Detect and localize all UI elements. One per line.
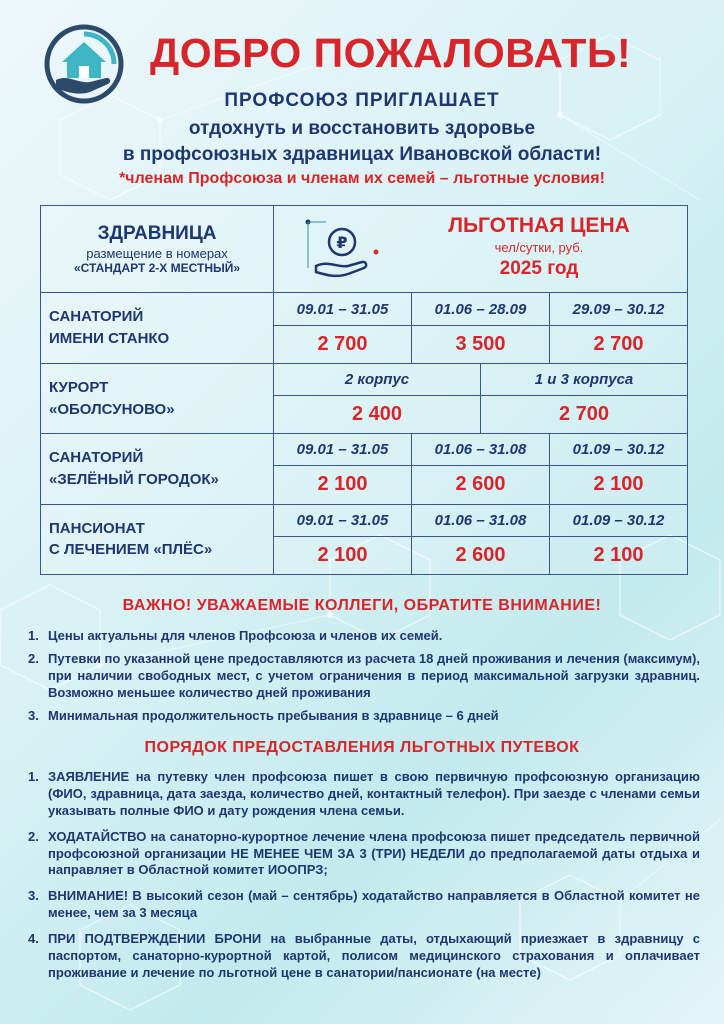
price-cell: 2 700 — [550, 325, 688, 363]
list-item-text: ВНИМАНИЕ! В высокий сезон (май – сентябрь) ходатайство направляется в Областной комитет не менее, чем за 3 месяца — [48, 888, 700, 921]
sanatorium-name-cell — [41, 434, 274, 504]
list-item — [28, 628, 700, 645]
important-heading: ВАЖНО! УВАЖАЕМЫЕ КОЛЛЕГИ, ОБРАТИТЕ ВНИМАНИЕ! — [122, 597, 602, 614]
sanatorium-name-cell — [41, 504, 274, 574]
header-room-type-value: «СТАНДАРТ 2-Х МЕСТНЫЙ» — [73, 261, 241, 276]
list-item — [28, 829, 700, 880]
price-header-title: ЛЬГОТНАЯ ЦЕНА — [448, 214, 630, 237]
period-cell: 09.01 – 31.05 — [274, 504, 412, 536]
sanatorium-name-line: ПАНСИОНАТ — [49, 519, 145, 537]
sanatorium-name-line: «ЗЕЛЁНЫЙ ГОРОДОК» — [49, 470, 219, 488]
svg-text:₽: ₽ — [336, 233, 348, 252]
table-row — [41, 434, 688, 466]
table-row — [41, 363, 688, 395]
price-cell: 2 100 — [274, 466, 412, 504]
price-cell: 2 100 — [550, 466, 688, 504]
price-cell: 2 700 — [274, 325, 412, 363]
price-cell: 2 400 — [274, 396, 481, 434]
price-cell: 2 100 — [274, 536, 412, 574]
period-cell: 1 и 3 корпуса — [481, 363, 688, 395]
sanatorium-name-line: САНАТОРИЙ — [49, 449, 144, 467]
subtitle-benefit-note: *членам Профсоюза и членам их семей – льготные условия! — [119, 170, 605, 187]
price-cell: 2 600 — [412, 536, 550, 574]
header-cell-price — [274, 206, 688, 293]
order-list — [28, 769, 700, 991]
list-item-number: 3. — [28, 707, 39, 723]
header-room-type-label: размещение в номерах — [86, 246, 228, 262]
subtitle-rest: отдохнуть и восстановить здоровье — [188, 118, 536, 139]
list-item — [28, 769, 700, 820]
price-header-text — [394, 214, 684, 280]
list-item — [28, 888, 700, 922]
price-cell: 2 100 — [550, 536, 688, 574]
list-item-number: 2. — [28, 828, 39, 844]
period-cell: 01.06 – 31.08 — [412, 434, 550, 466]
sanatorium-name-line: КУРОРТ — [49, 378, 109, 396]
price-cell: 2 700 — [481, 396, 688, 434]
subtitle-invite: ПРОФСОЮЗ ПРИГЛАШАЕТ — [224, 90, 500, 111]
list-item-text: ЗАЯВЛЕНИЕ на путевку член профсоюза пишет в свою первичную профсоюзную организацию (ФИО, здравница, дата заезда, количество дней, контактный телефон). При заезде с членами семьи указывать полные ФИО и дату рождения члена семьи. — [48, 769, 700, 818]
list-item-text: Цены актуальны для членов Профсоюза и членов их семей. — [48, 628, 443, 643]
table-header-row — [41, 206, 688, 293]
period-cell: 29.09 – 30.12 — [550, 293, 688, 325]
header-sanatorium-title: ЗДРАВНИЦА — [97, 223, 217, 245]
period-cell: 2 корпус — [274, 363, 481, 395]
list-item-number: 2. — [28, 650, 39, 666]
order-heading: ПОРЯДОК ПРЕДОСТАВЛЕНИЯ ЛЬГОТНЫХ ПУТЕВОК — [144, 739, 580, 756]
period-cell: 01.06 – 28.09 — [412, 293, 550, 325]
important-list — [28, 628, 700, 730]
list-item-number: 4. — [28, 931, 39, 947]
list-item — [28, 708, 700, 725]
header-cell-sanatorium — [41, 206, 274, 293]
price-table — [40, 205, 688, 575]
list-item-text: ПРИ ПОДТВЕРЖДЕНИИ БРОНИ на выбранные даты, отдыхающий приезжает в здравницу с паспортом, санаторно-курортной картой, полисом медицинского страхования и оплачивает проживание и лечение по льготной цене в санатории/пансионате (на месте) — [48, 931, 700, 980]
price-header-unit: чел/сутки, руб. — [494, 240, 584, 255]
period-cell: 01.09 – 30.12 — [550, 504, 688, 536]
subtitle-region: в профсоюзных здравницах Ивановской области! — [122, 144, 602, 165]
page-title: ДОБРО ПОЖАЛОВАТЬ! — [150, 30, 632, 76]
table-row — [41, 293, 688, 325]
table-row — [41, 504, 688, 536]
period-cell: 01.06 – 31.08 — [412, 504, 550, 536]
price-cell: 3 500 — [412, 325, 550, 363]
ruble-coin-hand-icon — [302, 216, 382, 282]
price-cell: 2 600 — [412, 466, 550, 504]
list-item — [28, 651, 700, 702]
price-header-year: 2025 год — [499, 258, 579, 279]
sanatorium-name-line: С ЛЕЧЕНИЕМ «ПЛЁС» — [49, 541, 213, 559]
sanatorium-name-cell — [41, 363, 274, 433]
sanatorium-name-line: «ОБОЛСУНОВО» — [49, 400, 175, 418]
period-cell: 01.09 – 30.12 — [550, 434, 688, 466]
sanatorium-name-line: САНАТОРИЙ — [49, 308, 144, 326]
list-item-number: 3. — [28, 888, 39, 904]
list-item-text: Путевки по указанной цене предоставляются из расчета 18 дней проживания и лечения (максимум), при наличии свободных мест, с учетом ограничения в период максимальной загрузки здравниц. Возможно меньшее количество дней проживания — [48, 650, 700, 700]
list-item — [28, 931, 700, 982]
sanatorium-name-line: ИМЕНИ СТАНКО — [49, 330, 170, 348]
list-item-number: 1. — [28, 628, 39, 643]
period-cell: 09.01 – 31.05 — [274, 293, 412, 325]
sanatorium-name-cell — [41, 293, 274, 363]
list-item-text: ХОДАТАЙСТВО на санаторно-курортное лечение члена профсоюза пишет председатель первичной профсоюзной организации НЕ МЕНЕЕ ЧЕМ ЗА 3 (ТРИ) НЕДЕЛИ до предполагаемой даты отдыха и направляет в Областной комитет ИООПРЗ; — [48, 828, 700, 878]
period-cell: 09.01 – 31.05 — [274, 434, 412, 466]
list-item-text: Минимальная продолжительность пребывания в здравнице – 6 дней — [48, 707, 499, 723]
list-item-number: 1. — [28, 769, 39, 784]
